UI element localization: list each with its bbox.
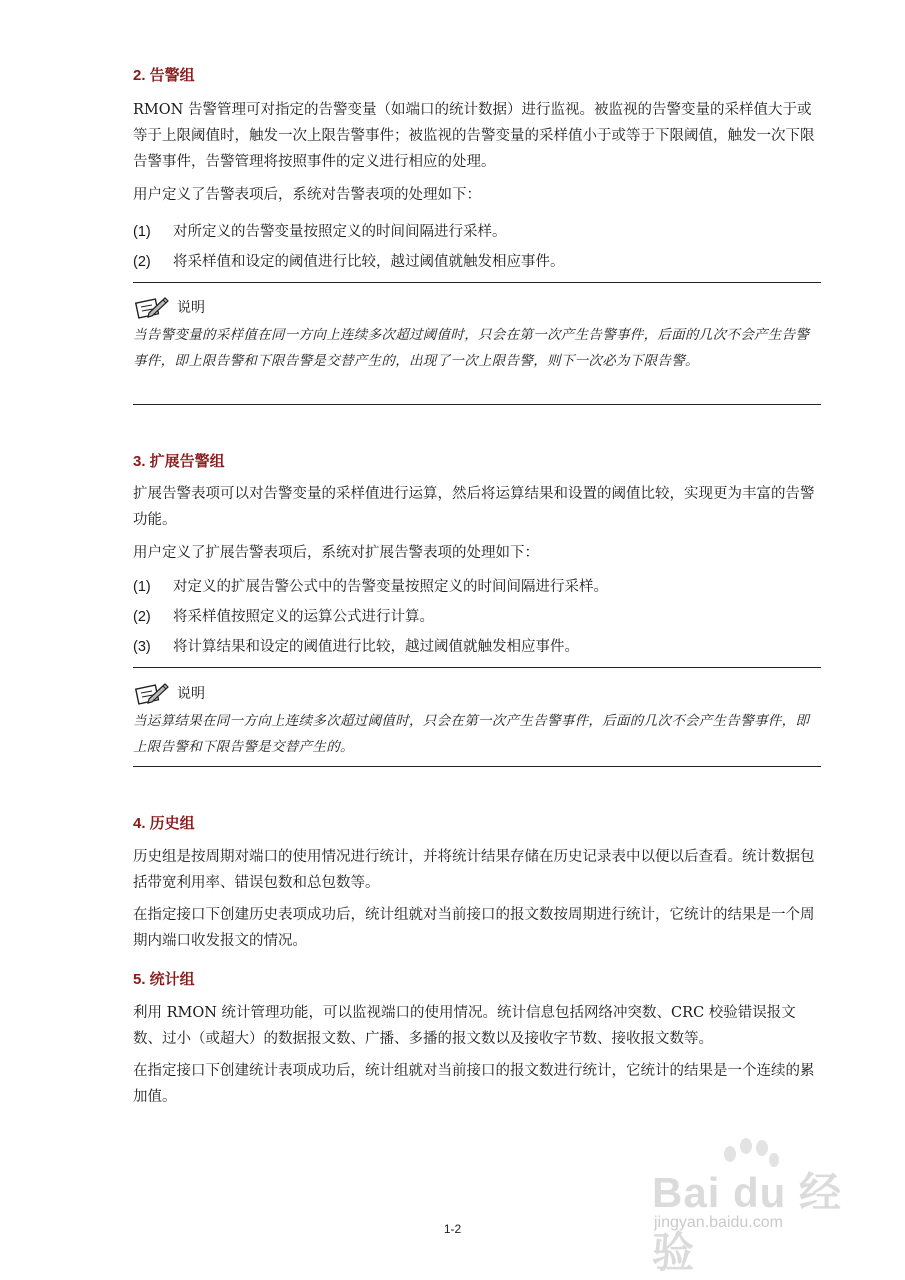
paragraph-ext-alarm-intro: 扩展告警表项可以对告警变量的采样值进行运算，然后将运算结果和设置的阈值比较，实现更为丰富的告警功能。	[133, 486, 815, 528]
note-label: 说明	[177, 685, 205, 701]
list-item-text: 对所定义的告警变量按照定义的时间间隔进行采样。	[173, 224, 507, 240]
list-item-number: (2)	[133, 254, 151, 270]
section-heading-extended-alarm: 3. 扩展告警组	[133, 453, 225, 470]
paragraph-history-intro: 历史组是按周期对端口的使用情况进行统计，并将统计结果存储在历史记录表中以便以后查看。统计数据包括带宽利用率、错误包数和总包数等。	[133, 849, 815, 891]
list-item-number: (1)	[133, 224, 151, 240]
note-bottom-rule	[133, 404, 821, 405]
paragraph-alarm-process: 用户定义了告警表项后，系统对告警表项的处理如下：	[133, 187, 481, 203]
list-item	[133, 636, 823, 658]
watermark-url: jingyan.baidu.com	[654, 1214, 783, 1231]
paragraph-alarm-intro: RMON 告警管理可对指定的告警变量（如端口的统计数据）进行监视。被监视的告警变量的采样值大于或等于上限阈值时，触发一次上限告警事件；被监视的告警变量的采样值小于或等于下限阈值，触发一次下限告警事件，告警管理将按照事件的定义进行相应的处理。	[133, 102, 815, 170]
list-item	[133, 221, 823, 243]
list-item-number: (1)	[133, 579, 151, 595]
note-bottom-rule	[133, 766, 821, 767]
list-item-number: (2)	[133, 609, 151, 625]
list-item-text: 将采样值按照定义的运算公式进行计算。	[173, 609, 434, 625]
paragraph-history-detail: 在指定接口下创建历史表项成功后，统计组就对当前接口的报文数按周期进行统计，它统计的结果是一个周期内端口收发报文的情况。	[133, 907, 815, 949]
note-header	[135, 680, 205, 706]
list-item-text: 对定义的扩展告警公式中的告警变量按照定义的时间间隔进行采样。	[173, 579, 608, 595]
baidu-watermark	[640, 1140, 850, 1276]
note-text: 当运算结果在同一方向上连续多次超过阈值时，只会在第一次产生告警事件，后面的几次不会产生告警事件，即上限告警和下限告警是交替产生的。	[133, 713, 810, 755]
list-item	[133, 606, 823, 628]
list-item	[133, 251, 823, 273]
note-text: 当告警变量的采样值在同一方向上连续多次超过阈值时，只会在第一次产生告警事件，后面的几次不会产生告警事件，即上限告警和下限告警是交替产生的，出现了一次上限告警，则下一次必为下限告警。	[133, 327, 810, 369]
paragraph-ext-alarm-process: 用户定义了扩展告警表项后，系统对扩展告警表项的处理如下：	[133, 545, 539, 561]
list-item-text: 将计算结果和设定的阈值进行比较，越过阈值就触发相应事件。	[173, 639, 579, 655]
page-number: 1-2	[443, 1222, 462, 1236]
note-top-rule	[133, 667, 821, 668]
watermark-logo-text: Bai du 经验	[652, 1169, 843, 1276]
paragraph-stats-intro: 利用 RMON 统计管理功能，可以监视端口的使用情况。统计信息包括网络冲突数、CRC 校验错误报文数、过小（或超大）的数据报文数、广播、多播的报文数以及接收字节数、接收报文数等。	[133, 1005, 796, 1047]
note-top-rule	[133, 282, 821, 283]
section-heading-history: 4. 历史组	[133, 815, 195, 832]
note-pencil-icon	[135, 295, 171, 319]
note-label: 说明	[177, 299, 205, 315]
list-item-text: 将采样值和设定的阈值进行比较，越过阈值就触发相应事件。	[173, 254, 565, 270]
section-heading-alarm: 2. 告警组	[133, 67, 195, 84]
list-item-number: (3)	[133, 639, 151, 655]
note-pencil-icon	[135, 681, 171, 705]
paragraph-stats-detail: 在指定接口下创建统计表项成功后，统计组就对当前接口的报文数进行统计，它统计的结果是一个连续的累加值。	[133, 1063, 815, 1105]
section-heading-statistics: 5. 统计组	[133, 971, 195, 988]
list-item	[133, 576, 823, 598]
note-header	[135, 294, 205, 320]
